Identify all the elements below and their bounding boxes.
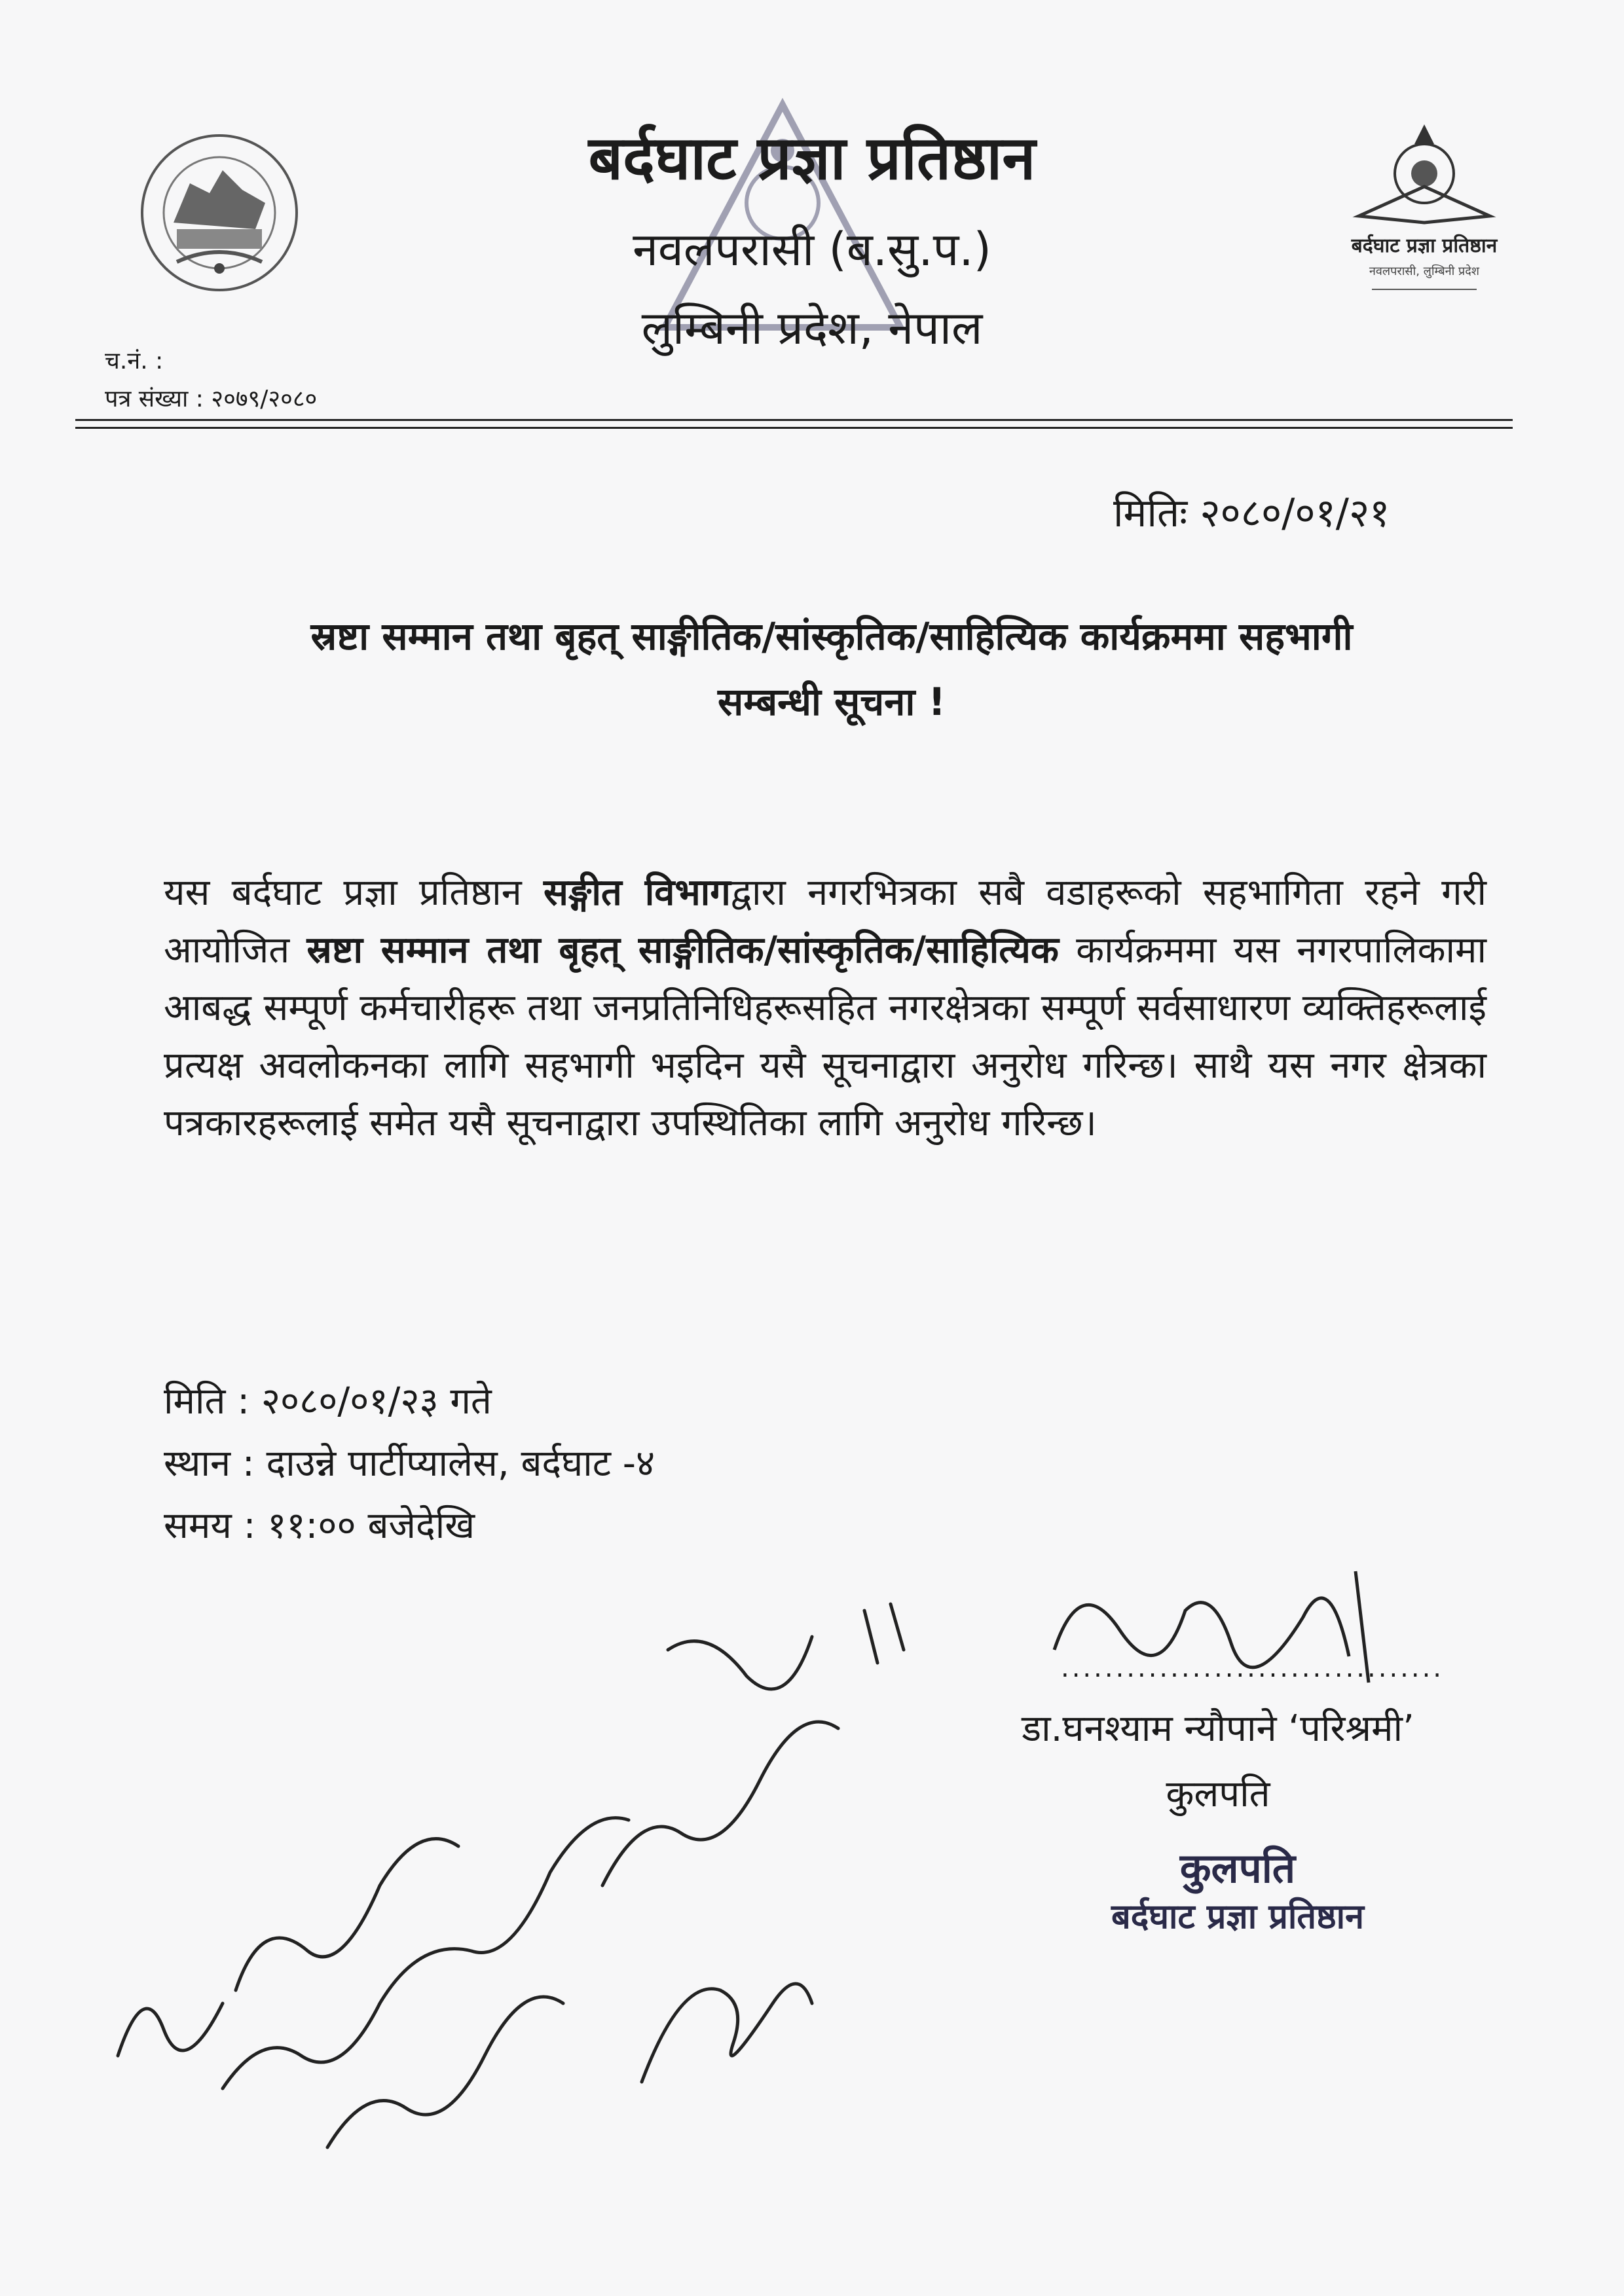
event-time: समय : ११:०० बजेदेखि xyxy=(164,1504,475,1547)
letter-date: मितिः २०८०/०१/२१ xyxy=(1113,490,1390,536)
subject-line-2: सम्बन्धी सूचना ! xyxy=(717,680,946,724)
signature-line: ................................... xyxy=(1061,1653,1445,1683)
svg-text:बर्दघाट प्रज्ञा प्रतिष्ठान: बर्दघाट प्रज्ञा प्रतिष्ठान xyxy=(1351,234,1498,257)
body-paragraph: यस बर्दघाट प्रज्ञा प्रतिष्ठान सङ्गीत विभागद्वारा नगरभित्रका सबै वडाहरूको सहभागिता रहने गरी आयोजित स्रष्टा सम्मान तथा बृहत् साङ्गीतिक/सांस्कृतिक/साहित्यिक कार्यक्रममा यस नगरपालिकामा आबद्ध सम्पूर्ण कर्मचारीहरू तथा जनप्रतिनिधिहरूसहित नगरक्षेत्रका सम्पूर्ण सर्वसाधारण व्यक्तिहरूलाई प्रत्यक्ष अवलोकनका लागि सहभागी भइदिन यसै सूचनाद्वारा अनुरोध गरिन्छ। साथै यस नगर क्षेत्रका पत्रकारहरूलाई समेत यसै सूचनाद्वारा उपस्थितिका लागि अनुरोध गरिन्छ। xyxy=(164,871,1487,1144)
academy-logo-icon xyxy=(1320,118,1529,308)
patra-sankhya: पत्र संख्या : २०७९/२०८० xyxy=(105,386,318,412)
svg-text:नवलपरासी, लुम्बिनी प्रदेश: नवलपरासी, लुम्बिनी प्रदेश xyxy=(1369,264,1480,278)
seal-org: बर्दघाट प्रज्ञा प्रतिष्ठान xyxy=(1111,1897,1364,1937)
signer-title: कुलपति xyxy=(1166,1773,1270,1815)
municipality-logo-icon xyxy=(138,131,301,295)
subject-line-1: स्रष्टा सम्मान तथा बृहत् साङ्गीतिक/सांस्कृतिक/साहित्यिक कार्यक्रममा सहभागी xyxy=(310,614,1353,659)
signer-name: डा.घनश्याम न्यौपाने ‘परिश्रमी’ xyxy=(1022,1707,1414,1750)
org-title: बर्दघाट प्रज्ञा प्रतिष्ठान xyxy=(588,123,1036,193)
handwritten-note xyxy=(92,1584,943,2160)
district-line: नवलपरासी (ब.सु.प.) xyxy=(633,223,991,276)
seal-title: कुलपति xyxy=(1179,1844,1296,1892)
event-date: मिति : २०८०/०१/२३ गते xyxy=(164,1380,492,1423)
divider xyxy=(75,427,1513,429)
divider xyxy=(75,419,1513,421)
cha-na: च.नं. : xyxy=(105,348,164,374)
event-place: स्थान : दाउन्ने पार्टीप्यालेस, बर्दघाट -४ xyxy=(164,1442,655,1485)
province-line: लुम्बिनी प्रदेश, नेपाल xyxy=(641,301,983,355)
